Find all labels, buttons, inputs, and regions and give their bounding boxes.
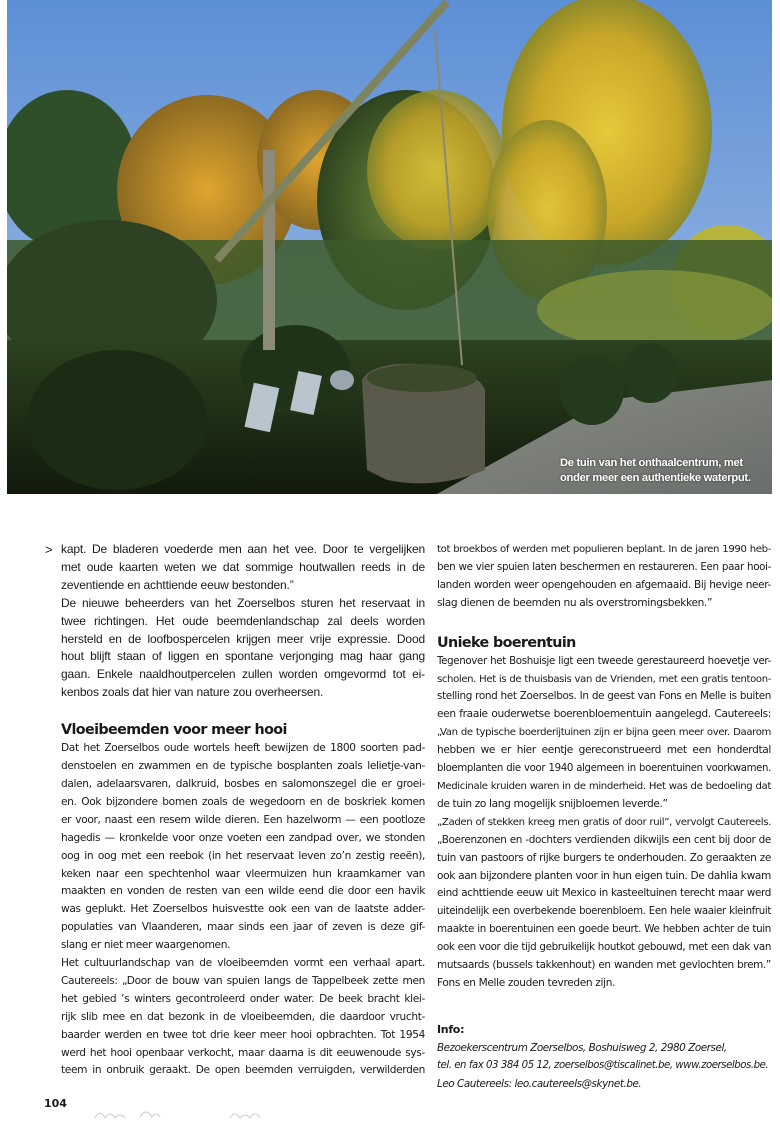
- right-column: [437, 541, 771, 1093]
- text-line: baarder werden en twee tot drie keer meer hooi opbrachten. Tot 1954: [61, 1028, 425, 1041]
- text-line: Dat het Zoerselbos oude wortels heeft bewijzen de 1800 soorten pad-: [61, 742, 425, 755]
- text-line: was geplukt. Het Zoerselbos huisvestte ook een van de laatste adder-: [61, 903, 425, 916]
- section-heading-vloeibeemden: Vloeibeemden voor meer hooi: [61, 722, 287, 739]
- text-line: populaties van Vlaanderen, maar sinds een jaar of zeven is deze gif-: [61, 921, 425, 934]
- text-line: met oude kaarten weten we dat sommige houtwallen reeds in de: [61, 559, 425, 574]
- text-line: mutsaards (bussels takkenhout) en wanden met gevlochten brem.”: [437, 959, 771, 972]
- text-line: uiteindelijk een overbekende boerenbloem. Een hele waaier kleinfruit: [437, 906, 771, 918]
- info-box: [437, 1021, 771, 1093]
- text-line: tuin van pastoors of rijke burgers te onderhouden. Zo geraakten ze: [437, 851, 771, 864]
- text-line: denstoelen en zwammen en de typische bosplanten zoals lelietje-van-: [61, 760, 425, 773]
- text-line: gaan. Enkele naaldhoutpercelen zullen worden omgevormd tot ei-: [61, 667, 425, 682]
- text-line: hout blijft staan of liggen en spontane verjonging mag haar gang: [61, 649, 425, 664]
- text-line: De nieuwe beheerders van het Zoerselbos sturen het reservaat in: [61, 595, 425, 610]
- paragraph-boerentuin: [437, 653, 771, 993]
- text-line: „Boerenzonen en -dochters verdienden dikwijls een cent bij door de: [437, 833, 771, 846]
- text-line: en. Ook bijzondere bomen zoals de wegedoorn en de boskriek komen: [61, 795, 425, 808]
- section-heading-boerentuin: Unieke boerentuin: [437, 634, 576, 651]
- text-line: „Van de typische boerderijtuinen zijn er bijna geen meer over. Daarom: [437, 727, 771, 739]
- paragraph-vloeibeemden: [61, 740, 425, 1080]
- text-line: hagedis — kronkelde voor onze voeten een zandpad over, we stonden: [61, 831, 425, 844]
- continuation-marker: >: [45, 542, 53, 557]
- text-line: hersteld en de loofbospercelen krijgen meer vrije expressie. Dood: [61, 631, 425, 646]
- caption-line: De tuin van het onthaalcentrum, met: [560, 457, 743, 469]
- text-line: Tegenover het Boshuisje ligt een tweede gerestaureerd hoevetje ver-: [437, 654, 771, 667]
- text-line: de tuin zo lang mogelijk snijbloemen leverde.”: [437, 797, 668, 810]
- text-line: hebben we er hier eentje gereconstrueerd met een honderdtal: [437, 744, 771, 757]
- caption-line: onder meer een authentieke waterput.: [560, 472, 751, 484]
- text-line: ook aan bijzondere planten voor in hun eigen tuin. De dahlia kwam: [437, 869, 771, 882]
- text-line: zeventiende en achttiende eeuw bestonden.”: [61, 577, 294, 592]
- text-line: slag dienen de beemden nu als overstromingsbekken.”: [437, 596, 713, 609]
- text-line: oog in oog met een reebok (in het reservaat leven zo’n zestig reeën),: [61, 849, 425, 862]
- paragraph-intro: [61, 541, 425, 702]
- garden-photo: [7, 0, 772, 494]
- text-line: Cautereels: „Door de bouw van spuien langs de Tappelbeek zette men: [61, 974, 425, 987]
- text-line: ook een voor die tijd gebruikelijk houtkot gebouwd, met een dak van: [437, 941, 771, 954]
- text-line: bloemplanten die voor 1940 algemeen in boerentuinen voorkwamen.: [437, 763, 771, 775]
- text-line: tot broekbos of werden met populieren beplant. In de jaren 1990 heb-: [437, 544, 771, 555]
- text-line: kapt. De bladeren voederde men aan het vee. Door te vergelijken: [61, 542, 425, 556]
- text-line: kenbos zoals dat hier van nature zou overheersen.: [61, 685, 324, 700]
- text-line: maakte in boerentuinen een goede beurt. We hebben achter de tuin: [437, 923, 771, 936]
- text-line: slang er niet meer waargenomen.: [61, 939, 231, 952]
- text-line: Fons en Melle zouden tevreden zijn.: [437, 976, 616, 989]
- info-email[interactable]: Leo Cautereels: leo.cautereels@skynet.be.: [437, 1077, 642, 1090]
- text-line: scholen. Het is de thuisbasis van de Vrienden, met een gratis tentoon-: [437, 673, 771, 685]
- waterput-garden-image: [7, 0, 772, 494]
- info-address: Bezoekerscentrum Zoerselbos, Boshuisweg 2, 2980 Zoersel,: [437, 1041, 727, 1054]
- text-line: er voor, naast een resem wilde dieren. Een hazelworm — een pootloze: [61, 813, 425, 826]
- info-contact[interactable]: tel. en fax 03 384 05 12, zoerselbos@tiscalinet.be, www.zoerselbos.be.: [437, 1059, 769, 1071]
- text-line: het gebied ’s winters gecontroleerd onder water. De beek bracht klei-: [61, 992, 425, 1005]
- text-line: eind achttiende eeuw uit Mexico in kasteeltuinen terecht maar werd: [437, 887, 771, 900]
- text-line: dalen, adelaarsvaren, dalkruid, bosbes en salomonszegel die er groei-: [61, 777, 425, 790]
- text-line: keken naar een spechtenhol waar vleermuizen hun kraamkamer van: [61, 867, 425, 880]
- handwritten-scribble: [90, 1103, 290, 1123]
- text-line: ben we vier spuien laten beschermen en restaureren. Een paar hooi-: [437, 560, 771, 573]
- text-line: maakten en vonden de resten van een wilde eend die door een havik: [61, 885, 425, 898]
- text-line: Het cultuurlandschap van de vloeibeemden vormt een verhaal apart.: [61, 957, 425, 970]
- text-line: Medicinale kruiden waren in de minderheid. Het was de bedoeling dat: [437, 780, 771, 792]
- text-line: een fraaie ouderwetse boerenbloementuin aangelegd. Cautereels:: [437, 708, 771, 721]
- text-line: „Zaden of stekken kreeg men gratis of door ruil”, vervolgt Cautereels.: [437, 816, 771, 828]
- info-label: Info:: [437, 1022, 465, 1036]
- text-line: werd het hooi openbaar verkocht, maar daarna is dit eeuwenoude sys-: [61, 1046, 425, 1059]
- text-line: stelling rond het Zoerselbos. In de geest van Fons en Melle is buiten: [437, 690, 771, 703]
- text-line: twee richtingen. Het oude beemdenlandschap zal deels worden: [61, 613, 425, 628]
- text-line: rijk slib mee en dat bezonk in de vloeibeemden, die daardoor vrucht-: [61, 1010, 425, 1023]
- page-number: 104: [44, 1097, 67, 1110]
- text-line: landen worden weer opengehouden en afgemaaid. Bij hevige neer-: [437, 578, 771, 591]
- paragraph-broekbos: [437, 541, 771, 613]
- text-line: teem in onbruik geraakt. De open beemden verruigden, verwilderden: [61, 1064, 425, 1077]
- left-column: [45, 541, 425, 1080]
- photo-caption: [560, 456, 772, 486]
